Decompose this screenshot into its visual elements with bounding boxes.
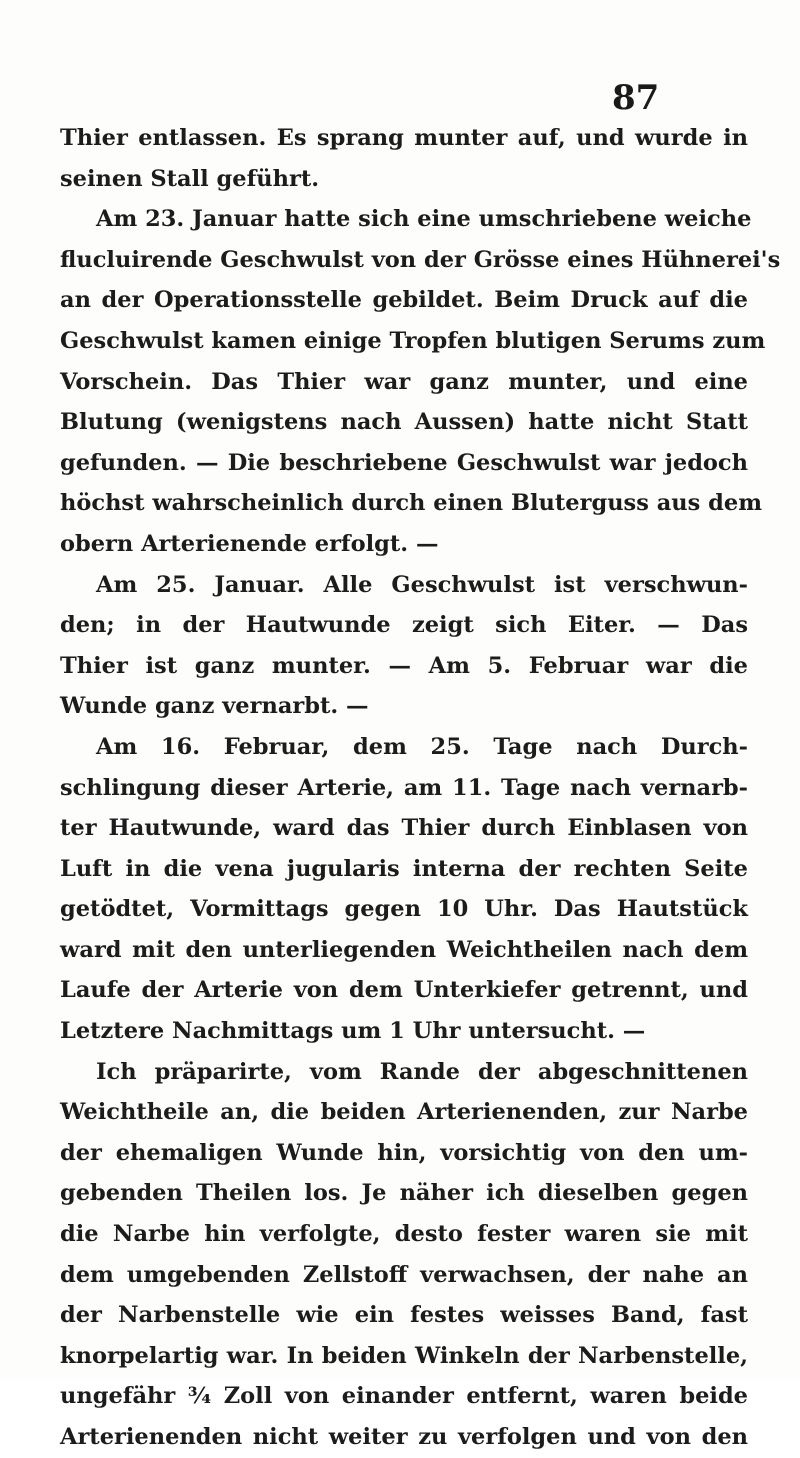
text-line: Laufe der Arterie von dem Unterkiefer getrennt, und — [60, 977, 748, 1004]
text-line: gebenden Theilen los. Je näher ich dieselben gegen — [60, 1180, 748, 1207]
text-line: der Narbenstelle wie ein festes weisses Band, fast — [60, 1302, 748, 1329]
text-line: gefunden. — Die beschriebene Geschwulst war jedoch — [60, 449, 748, 476]
text-line: ter Hautwunde, ward das Thier durch Einblasen von — [60, 815, 748, 842]
text-line: an der Operationsstelle gebildet. Beim Druck auf die — [60, 287, 748, 314]
text-line: Am 25. Januar. Alle Geschwulst ist verschwun- — [96, 571, 748, 598]
text-line: der ehemaligen Wunde hin, vorsichtig von den um- — [60, 1139, 748, 1166]
text-line: obern Arterienende erfolgt. — — [60, 530, 439, 557]
text-line: die Narbe hin verfolgte, desto fester waren sie mit — [60, 1221, 748, 1248]
text-line: Thier ist ganz munter. — Am 5. Februar war die — [60, 652, 748, 679]
text-line: schlingung dieser Arterie, am 11. Tage nach vernarb- — [60, 774, 748, 801]
text-line: Geschwulst kamen einige Tropfen blutigen Serums zum — [60, 327, 766, 354]
text-line: Weichtheile an, die beiden Arterienenden, zur Narbe — [60, 1099, 748, 1126]
text-line: Luft in die vena jugularis interna der rechten Seite — [60, 855, 748, 882]
text-line: ungefähr ¾ Zoll von einander entfernt, waren beide — [60, 1383, 748, 1410]
page-number: 87 — [612, 78, 660, 118]
text-line: flucluirende Geschwulst von der Grösse eines Hühnerei's — [60, 246, 781, 273]
text-line: Letztere Nachmittags um 1 Uhr untersucht. — — [60, 1018, 646, 1045]
text-line: Blutung (wenigstens nach Aussen) hatte nicht Statt — [60, 409, 748, 436]
text-line: Am 23. Januar hatte sich eine umschriebene weiche — [96, 206, 752, 233]
text-line: Ich präparirte, vom Rande der abgeschnittenen — [96, 1058, 748, 1085]
text-line: dem umgebenden Zellstoff verwachsen, der nahe an — [60, 1261, 748, 1288]
text-line: Wunde ganz vernarbt. — — [60, 693, 369, 720]
text-line: Arterienenden nicht weiter zu verfolgen und von den — [60, 1424, 748, 1450]
text-line: Am 16. Februar, dem 25. Tage nach Durch- — [96, 733, 748, 760]
text-line: höchst wahrscheinlich durch einen Bluterguss aus dem — [60, 490, 763, 517]
text-line: seinen Stall geführt. — [60, 165, 320, 192]
text-line: Thier entlassen. Es sprang munter auf, und wurde in — [60, 125, 748, 151]
text-line: Vorschein. Das Thier war ganz munter, und eine — [60, 368, 748, 395]
text-line: knorpelartig war. In beiden Winkeln der Narbenstelle, — [60, 1342, 748, 1369]
text-line: ward mit den unterliegenden Weichtheilen nach dem — [60, 936, 748, 963]
body-text — [60, 118, 781, 1458]
text-line: getödtet, Vormittags gegen 10 Uhr. Das Hautstück — [60, 896, 748, 923]
text-line: den; in der Hautwunde zeigt sich Eiter. — Das — [60, 612, 748, 639]
